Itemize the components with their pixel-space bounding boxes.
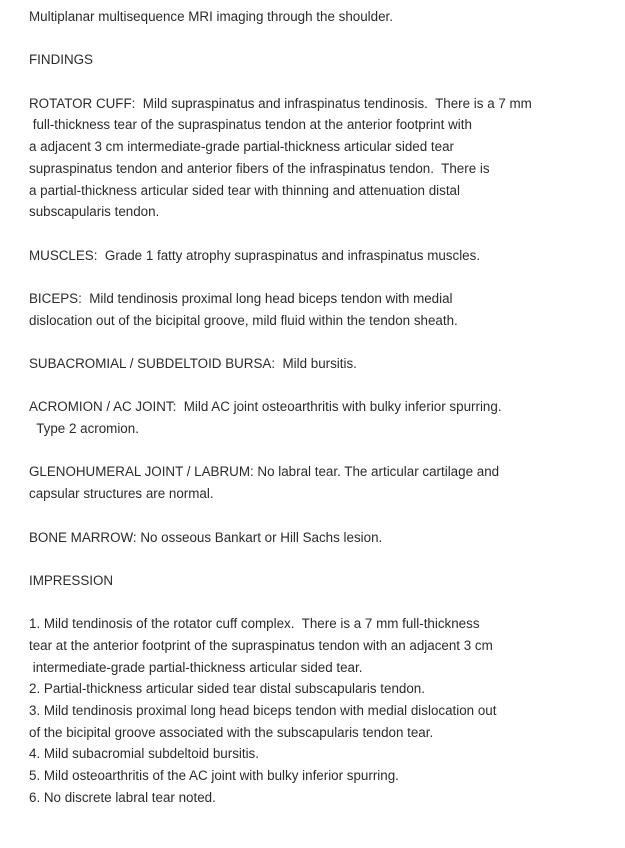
impression-item: 5. Mild osteoarthritis of the AC joint with bulky inferior spurring.: [29, 768, 399, 784]
report-line: full-thickness tear of the supraspinatus tendon at the anterior footprint with: [29, 117, 472, 133]
report-line: dislocation out of the bicipital groove, mild fluid within the tendon sheath.: [29, 312, 458, 328]
spacer: [29, 440, 619, 462]
spacer: [29, 266, 619, 288]
section-biceps: [29, 288, 619, 331]
spacer: [29, 592, 619, 614]
report-line: a partial-thickness articular sided tear with thinning and attenuation distal: [29, 182, 460, 198]
radiology-report: [29, 6, 619, 808]
spacer: [29, 71, 619, 93]
report-line: a adjacent 3 cm intermediate-grade partial-thickness articular sided tear: [29, 139, 454, 155]
impression-item: 3. Mild tendinosis proximal long head biceps tendon with medial dislocation out: [29, 703, 497, 718]
section-bone-marrow: [29, 527, 619, 549]
impression-item: 2. Partial-thickness articular sided tear distal subscapularis tendon.: [29, 681, 425, 697]
spacer: [29, 505, 619, 527]
impression-heading: IMPRESSION: [29, 572, 114, 588]
spacer: [29, 28, 619, 50]
report-line: BICEPS: Mild tendinosis proximal long head biceps tendon with medial: [29, 290, 453, 306]
spacer: [29, 331, 619, 353]
report-line: ACROMION / AC JOINT: Mild AC joint osteoarthritis with bulky inferior spurring.: [29, 399, 502, 415]
spacer: [29, 375, 619, 397]
section-impression: [29, 613, 619, 808]
section-rotator-cuff: [29, 93, 619, 223]
report-line: ROTATOR CUFF: Mild supraspinatus and infraspinatus tendinosis. There is a 7 mm: [29, 95, 532, 111]
impression-item: 4. Mild subacromial subdeltoid bursitis.: [29, 746, 259, 762]
report-line: capsular structures are normal.: [29, 486, 214, 502]
impression-item: tear at the anterior footprint of the supraspinatus tendon with an adjacent 3 cm: [29, 637, 493, 653]
impression-item: of the bicipital groove associated with the subscapularis tendon tear.: [29, 724, 434, 740]
spacer: [29, 223, 619, 245]
report-line: MUSCLES: Grade 1 fatty atrophy supraspinatus and infraspinatus muscles.: [29, 247, 481, 263]
impression-item: 1. Mild tendinosis of the rotator cuff complex. There is a 7 mm full-thickness: [29, 616, 480, 632]
report-line: Type 2 acromion.: [29, 421, 139, 437]
section-glenohumeral: [29, 461, 619, 504]
report-line: GLENOHUMERAL JOINT / LABRUM: No labral tear. The articular cartilage and: [29, 464, 500, 480]
report-intro: Multiplanar multisequence MRI imaging through the shoulder.: [29, 9, 393, 24]
findings-heading: FINDINGS: [29, 52, 93, 68]
impression-item: 6. No discrete labral tear noted.: [29, 789, 216, 805]
report-line: BONE MARROW: No osseous Bankart or Hill Sachs lesion.: [29, 529, 383, 545]
report-line: subscapularis tendon.: [29, 204, 160, 220]
spacer: [29, 548, 619, 570]
report-line: supraspinatus tendon and anterior fibers of the infraspinatus tendon. There is: [29, 160, 490, 176]
section-muscles: [29, 245, 619, 267]
impression-item: intermediate-grade partial-thickness articular sided tear.: [29, 659, 363, 675]
section-bursa: [29, 353, 619, 375]
section-acromion: [29, 396, 619, 439]
report-line: SUBACROMIAL / SUBDELTOID BURSA: Mild bursitis.: [29, 356, 357, 371]
